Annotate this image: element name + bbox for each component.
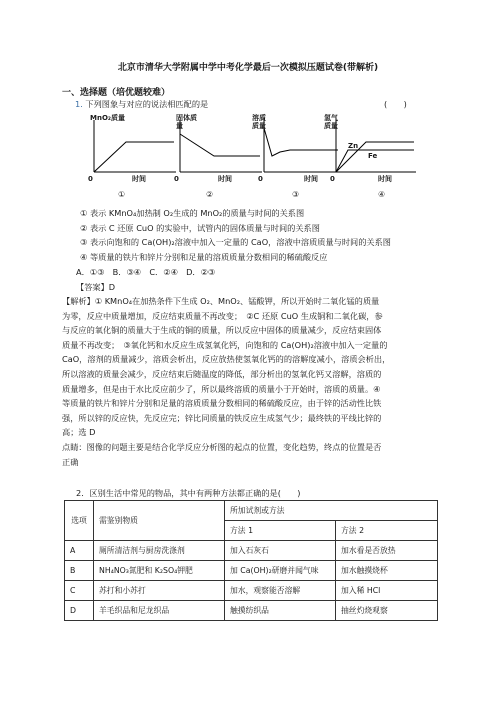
row-option: B (65, 561, 94, 581)
graph-2-curve (180, 134, 260, 156)
table-header-option: 选项 (65, 501, 94, 541)
document-title: 北京市清华大学附属中学中考化学最后一次模拟压题试卷(带解析) (117, 63, 379, 73)
table-header-methods: 所加试剂或方法 (225, 501, 438, 521)
analysis-line: 【解析】① KMnO₄在加热条件下生成 O₂、MnO₂、锰酸钾，所以开始时二氧化锰的质量 (62, 296, 380, 306)
row-method-1: 加入石灰石 (225, 541, 336, 561)
graph-4-zn-label: Zn (348, 142, 359, 150)
option-2: ② 表示 C 还原 CuO 的实验中，试管内的固体质量与时间的关系图 (80, 223, 320, 233)
table-header-method-2: 方法 2 (336, 521, 438, 541)
row-option: A (65, 541, 94, 561)
analysis-line: 为零，反应中质量增加，反应结束质量不再改变； ②C 还原 CuO 生成铜和二氧化碳，参 (62, 310, 383, 321)
graph-1 (86, 112, 178, 192)
row-method-2: 抽丝灼烧观察 (336, 601, 438, 621)
graph-1-origin: 0 (88, 175, 93, 183)
row-option: D (65, 601, 94, 621)
graph-3-caption: ③ (292, 190, 300, 199)
analysis-line: 所以溶液的质量会减少，反应结束后随温度的降低，部分析出的氢氧化钙又溶解，溶质的 (62, 368, 382, 379)
analysis-line: 质量不再改变； ③氧化钙和水反应生成氢氧化钙，向饱和的 Ca(OH)₂溶液中加入一定量的 (62, 339, 388, 350)
table-header-item: 需鉴别物质 (94, 501, 225, 541)
row-item: NH₄NO₃氮肥和 K₂SO₄钾肥 (94, 561, 225, 581)
question-1-number: 1. (75, 99, 83, 109)
question-1-stem (75, 98, 208, 110)
answer-label: 【答案】D (76, 282, 116, 292)
graph-3-xlabel: 时间 (304, 175, 318, 183)
table-row (65, 581, 438, 601)
graph-1-ylabel: MnO₂质量 (90, 114, 125, 122)
graph-4-xlabel: 时间 (378, 175, 392, 183)
row-item: 厕所清洁剂与厨房洗涤剂 (94, 541, 225, 561)
option-1: ① 表示 KMnO₄加热制 O₂生成的 MnO₂的质量与时间的关系图 (80, 208, 305, 218)
analysis-line: 质量增多，但是由于水比反应前少了，所以最终溶质的质量小于开始时，溶质的质量。④ (62, 383, 381, 394)
graph-2-xlabel: 时间 (218, 175, 232, 183)
table-row (65, 561, 438, 581)
analysis-line: CaO，溶剂的质量减少，溶质会析出，反应放热使氢氧化钙的的溶解度减小，溶质会析出， (62, 354, 391, 365)
row-method-2: 加水触摸烧杯 (336, 561, 438, 581)
section-heading: 一、选择题（培优题较难） (62, 88, 171, 98)
analysis-line: 与反应的氧化铜的质量大于生成的铜的质量，所以反应中固体的质量减少，反应结束固体 (62, 325, 382, 336)
choices-line: A．①③ B．③④ C．②④ D．②③ (76, 267, 216, 277)
row-method-1: 触摸纺织品 (225, 601, 336, 621)
answer-blank: ( ) (384, 99, 407, 109)
analysis-line: 等质量的铁片和锌片分别和足量的溶质质量分数相同的稀硫酸反应，由于锌的活动性比铁 (62, 398, 382, 409)
row-method-1: 加水，观察能否溶解 (225, 581, 336, 601)
row-item: 羊毛织品和尼龙织品 (94, 601, 225, 621)
graph-2-ylabel: 固体质量 (176, 114, 197, 130)
option-4: ④ 等质量的铁片和锌片分别和足量的溶质质量分数相同的稀硫酸反应 (80, 252, 328, 262)
row-method-2: 加入稀 HCl (336, 581, 438, 601)
row-option: C (65, 581, 94, 601)
graph-1-xlabel: 时间 (132, 175, 146, 183)
graph-4-fe-label: Fe (368, 152, 378, 160)
point-line: 正确 (62, 456, 79, 467)
graph-3-ylabel: 溶质质量 (252, 114, 266, 130)
graph-4-caption: ④ (378, 190, 386, 199)
row-method-1: 加 Ca(OH)₂研磨并闻气味 (225, 561, 336, 581)
graph-2-origin: 0 (174, 175, 179, 183)
row-method-2: 加水看是否放热 (336, 541, 438, 561)
graph-3-origin: 0 (258, 175, 263, 183)
graph-4-ylabel: 氢气质量 (324, 114, 338, 130)
graph-1-plot (86, 112, 178, 182)
graph-1-caption: ① (118, 190, 126, 199)
analysis-line: 高；选 D (62, 427, 96, 438)
point-line: 点睛：图像的问题主要是结合化学反应分析图的起点的位置，变化趋势，终点的位置是否 (62, 441, 382, 452)
option-3: ③ 表示向饱和的 Ca(OH)₂溶液中加入一定量的 CaO，溶液中溶质质量与时间的关系图 (80, 237, 391, 247)
table-header-method-1: 方法 1 (225, 521, 336, 541)
question-2-table (64, 500, 438, 621)
analysis-block (62, 294, 428, 469)
table-row (65, 541, 438, 561)
question-2-stem: 2．区别生活中常见的物品，其中有两种方法都正确的是( ) (76, 488, 301, 498)
graph-2-caption: ② (206, 190, 214, 199)
row-item: 苏打和小苏打 (94, 581, 225, 601)
graph-1-curve (94, 142, 174, 172)
analysis-line: 强，所以锌的反应快，先反应完；锌比同质量的铁反应生成氢气少；最终铁的平线比锌的 (62, 412, 382, 423)
table-row (65, 601, 438, 621)
graph-4 (322, 112, 418, 192)
graph-4-origin: 0 (330, 175, 335, 183)
question-1-text: 下列图象与对应的说法相匹配的是 (85, 99, 209, 109)
